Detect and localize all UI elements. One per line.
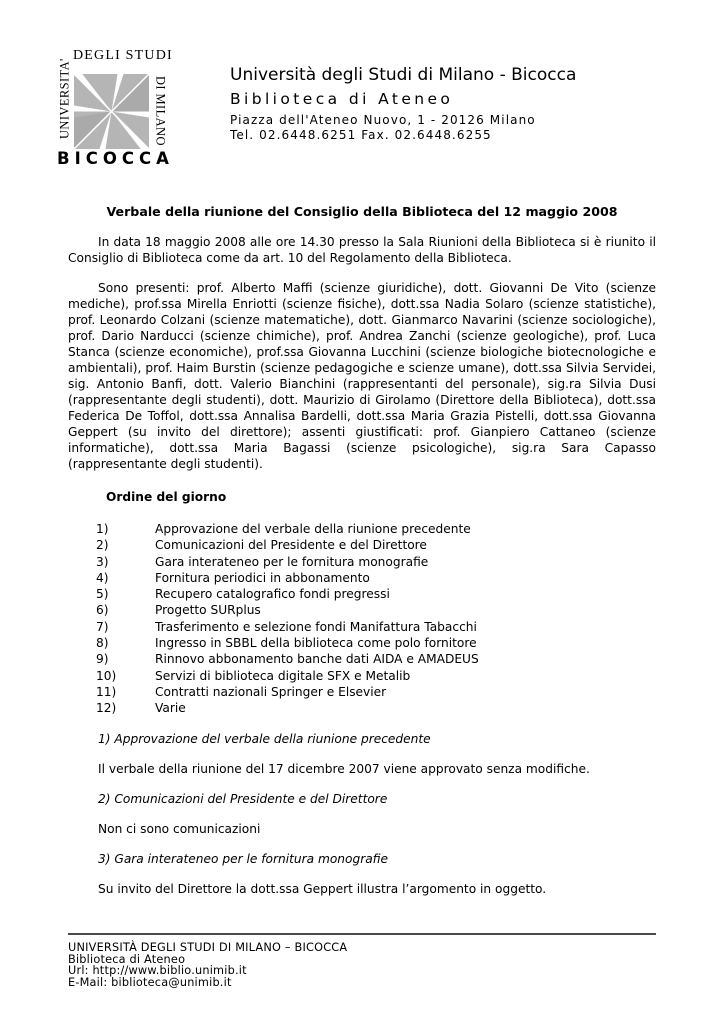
agenda-item (96, 521, 656, 537)
agenda-item-number: 1) (96, 522, 109, 536)
agenda-item (96, 586, 656, 602)
footer-email: E-Mail: biblioteca@unimib.it (68, 975, 232, 989)
bicocca-emblem-icon (74, 74, 149, 149)
letterhead-university-name: Università degli Studi di Milano - Bicocca (230, 65, 577, 85)
agenda-item-number: 4) (96, 570, 109, 585)
page-footer (68, 933, 656, 988)
logo-text-bicocca: BICOCCA (57, 149, 174, 168)
document-title: Verbale della riunione del Consiglio della Biblioteca del 12 maggio 2008 (106, 204, 618, 219)
agenda-item-number: 8) (96, 636, 109, 651)
letterhead (57, 48, 576, 166)
logo-text-degli-studi: DEGLI STUDI (73, 48, 173, 63)
agenda-item (96, 619, 656, 635)
agenda-item (96, 651, 656, 667)
agenda-item-text: Fornitura periodici in abbonamento (155, 570, 370, 585)
agenda-item (96, 537, 656, 553)
agenda-item-number: 7) (96, 619, 109, 634)
agenda-item-number: 2) (96, 538, 109, 553)
agenda-item-text: Trasferimento e selezione fondi Manifattura Tabacchi (155, 619, 477, 634)
letterhead-address: Piazza dell'Ateneo Nuovo, 1 - 20126 Milano (230, 113, 536, 127)
intro-paragraph: In data 18 maggio 2008 alle ore 14.30 presso la Sala Riunioni della Biblioteca si è riunito il Consiglio di Biblioteca come da art. 10 del Regolamento della Biblioteca. (68, 235, 656, 265)
agenda-list (96, 521, 656, 717)
agenda-item (96, 684, 656, 700)
agenda-heading: Ordine del giorno (106, 490, 227, 504)
agenda-item-text: Contratti nazionali Springer e Elsevier (155, 684, 387, 699)
attendees-paragraph: Sono presenti: prof. Alberto Maffi (scienze giuridiche), dott. Giovanni De Vito (scienze mediche), prof.ssa Mirella Enriotti (scienze fisiche), dott.ssa Nadia Solaro (scienze statistiche), prof. Leonardo Colzani (scienze matematiche), dott. Gianmarco Navarini (scienze sociologiche), prof. Dario Narducci (scienze chimiche), prof. Andrea Zanchi (scienze geologiche), prof. Luca Stanca (scienze economiche), prof.ssa Giovanna Lucchini (scienze biologiche biotecnologiche e ambientali), prof. Haim Burstin (scienze pedagogiche e scienze umane), dott.ssa Silvia Servidei, sig. Antonio Banfi, dott. Valerio Bianchini (rappresentanti del personale), sig.ra Silvia Dusi (rappresentante degli studenti), dott. Maurizio di Girolamo (Direttore della Biblioteca), dott.ssa Federica De Toffol, dott.ssa Annalisa Bardelli, dott.ssa Maria Grazia Pistelli, dott.ssa Giovanna Geppert (su invito del direttore); assenti giustificati: prof. Gianpiero Cattaneo (scienze informatiche), dott.ssa Maria Bagassi (scienze psicologiche), sig.ra Sara Capasso (rappresentante degli studenti). (68, 281, 656, 471)
agenda-item-text: Varie (155, 701, 186, 716)
letterhead-text (230, 48, 576, 143)
agenda-item-number: 9) (96, 652, 109, 667)
document-body (68, 204, 656, 897)
agenda-item-number: 3) (96, 554, 109, 569)
agenda-item-number: 10) (96, 668, 117, 683)
agenda-item-text: Servizi di biblioteca digitale SFX e Metalib (155, 668, 411, 683)
section-3-body: Su invito del Direttore la dott.ssa Geppert illustra l’argomento in oggetto. (98, 881, 547, 896)
agenda-item (96, 700, 656, 716)
section-2-body: Non ci sono comunicazioni (98, 821, 261, 836)
footer-url: Url: http://www.biblio.unimib.it (68, 964, 247, 978)
letterhead-library-name: Biblioteca di Ateneo (230, 90, 454, 108)
university-logo (57, 48, 181, 166)
agenda-item (96, 602, 656, 618)
agenda-item (96, 570, 656, 586)
agenda-item (96, 668, 656, 684)
agenda-item-text: Approvazione del verbale della riunione precedente (155, 522, 471, 536)
section-2-heading: 2) Comunicazioni del Presidente e del Direttore (98, 791, 388, 806)
section-1-heading: 1) Approvazione del verbale della riunione precedente (98, 731, 431, 746)
letterhead-phone-fax: Tel. 02.6448.6251 Fax. 02.6448.6255 (230, 128, 492, 142)
logo-text-di-milano: DI MILANO (153, 76, 168, 146)
section-1-body: Il verbale della riunione del 17 dicembre 2007 viene approvato senza modifiche. (98, 761, 590, 776)
agenda-item-text: Ingresso in SBBL della biblioteca come polo fornitore (155, 636, 477, 651)
agenda-item (96, 554, 656, 570)
agenda-item (96, 635, 656, 651)
footer-library-name: Biblioteca di Ateneo (68, 952, 186, 966)
agenda-item-text: Progetto SURplus (155, 603, 261, 618)
agenda-item-number: 6) (96, 603, 109, 618)
agenda-item-text: Recupero catalografico fondi pregressi (155, 587, 390, 602)
footer-university-name: UNIVERSITÀ DEGLI STUDI DI MILANO – BICOCCA (68, 941, 348, 954)
agenda-item-text: Gara interateneo per le fornitura monografie (155, 554, 429, 569)
agenda-item-number: 5) (96, 587, 109, 602)
logo-text-universita: UNIVERSITA' (57, 58, 72, 140)
agenda-item-number: 11) (96, 684, 117, 699)
section-3-heading: 3) Gara interateneo per le fornitura monografie (98, 851, 389, 866)
agenda-item-text: Rinnovo abbonamento banche dati AIDA e AMADEUS (155, 652, 479, 667)
agenda-item-number: 12) (96, 701, 117, 716)
agenda-item-text: Comunicazioni del Presidente e del Direttore (155, 538, 427, 553)
